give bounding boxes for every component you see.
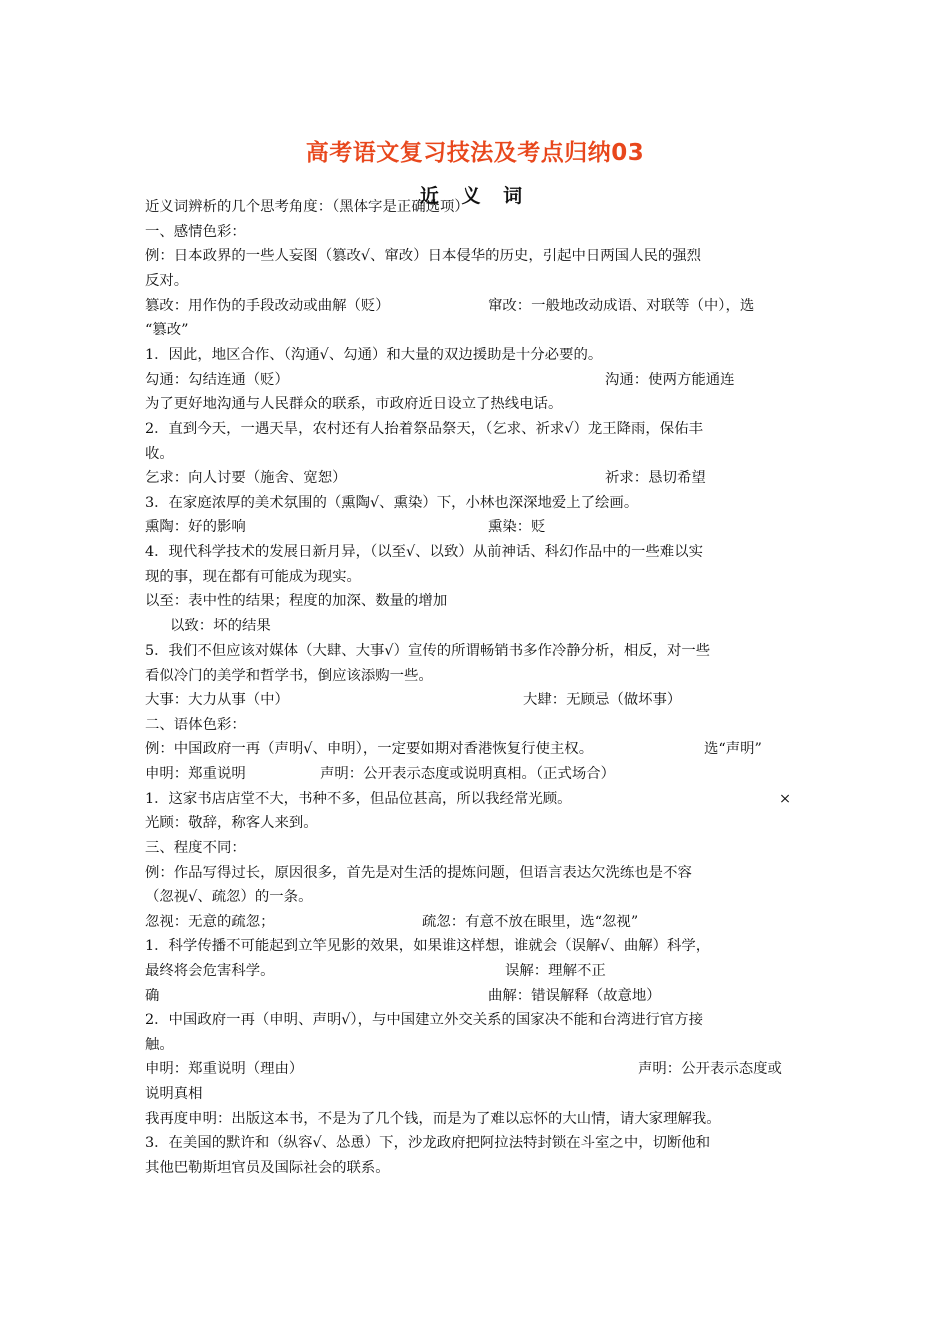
- text-segment: 声明：公开表示态度或说明真相。（正式场合）: [320, 766, 616, 782]
- text-line: [145, 762, 810, 786]
- text-segment: 例：日本政界的一些人妄图（篡改√、窜改）日本侵华的历史，引起中日两国人民的强烈: [145, 248, 702, 264]
- text-segment: 选“声明”: [704, 741, 762, 757]
- text-segment: 说明真相: [145, 1086, 203, 1102]
- text-segment: 祈求：恳切希望: [605, 470, 706, 486]
- text-line: [145, 861, 810, 885]
- text-segment: 其他巴勒斯坦官员及国际社会的联系。: [145, 1160, 390, 1176]
- text-segment: ×: [779, 791, 792, 807]
- text-line: [145, 244, 810, 268]
- text-segment: 3．在家庭浓厚的美术氛围的（熏陶√、熏染）下，小林也深深地爱上了绘画。: [145, 495, 639, 511]
- text-segment: 熏陶：好的影响: [145, 519, 246, 535]
- text-line: [145, 466, 810, 490]
- text-line: [145, 664, 810, 688]
- text-segment: 现的事，现在都有可能成为现实。: [145, 569, 361, 585]
- text-segment: 误解：理解不正: [505, 963, 606, 979]
- text-segment: 近义词辨析的几个思考角度：（黑体字是正确选项）: [145, 199, 469, 215]
- text-segment: 一、感情色彩：: [145, 224, 246, 240]
- text-line: [145, 343, 810, 367]
- text-segment: 2．直到今天，一遇天旱，农村还有人抬着祭品祭天，（乞求、祈求√）龙王降雨，保佑丰: [145, 421, 703, 437]
- text-segment: 声明：公开表示态度或: [638, 1061, 782, 1077]
- text-line: [145, 368, 810, 392]
- text-line: [145, 737, 810, 761]
- text-line: [145, 1033, 810, 1057]
- text-line: [145, 934, 810, 958]
- text-line: [145, 688, 810, 712]
- text-line: [145, 220, 810, 244]
- text-segment: （忽视√、疏忽）的一条。: [145, 889, 313, 905]
- text-segment: 勾通：勾结连通（贬）: [145, 372, 289, 388]
- text-segment: 3．在美国的默许和（纵容√、怂恿）下，沙龙政府把阿拉法特封锁在斗室之中，切断他和: [145, 1135, 711, 1151]
- text-segment: 篡改：用作伪的手段改动或曲解（贬）: [145, 298, 390, 314]
- text-segment: 忽视：无意的疏忽；: [145, 914, 275, 930]
- section-heading: 近 义 词: [419, 185, 531, 207]
- text-line: [145, 318, 810, 342]
- text-line: [145, 269, 810, 293]
- text-segment: 5．我们不但应该对媒体（大肆、大事√）宣传的所谓畅销书多作冷静分析，相反，对一些: [145, 643, 711, 659]
- text-line: [145, 1082, 810, 1106]
- text-line: [145, 1057, 810, 1081]
- text-segment: 确: [145, 988, 160, 1004]
- text-line: [145, 392, 810, 416]
- text-segment: 2．中国政府一再（申明、声明√），与中国建立外交关系的国家决不能和台湾进行官方接: [145, 1012, 703, 1028]
- text-line: [145, 713, 810, 737]
- text-segment: 三、程度不同：: [145, 840, 246, 856]
- text-segment: 申明：郑重说明: [145, 766, 246, 782]
- text-line: [145, 1131, 810, 1155]
- text-line: [145, 1107, 810, 1131]
- text-segment: 二、语体色彩：: [145, 717, 246, 733]
- text-segment: 4．现代科学技术的发展日新月异，（以至√、以致）从前神话、科幻作品中的一些难以实: [145, 544, 703, 560]
- text-segment: 申明：郑重说明（理由）: [145, 1061, 304, 1077]
- text-segment: 我再度申明：出版这本书，不是为了几个钱，而是为了难以忘怀的大山情，请大家理解我。: [145, 1111, 721, 1127]
- text-line: [145, 565, 810, 589]
- text-line: [145, 885, 810, 909]
- text-segment: 熏染：贬: [488, 519, 546, 535]
- document-title: 高考语文复习技法及考点归纳03: [305, 140, 645, 166]
- text-line: [145, 540, 810, 564]
- text-segment: 以至：表中性的结果；程度的加深、数量的增加: [145, 593, 448, 609]
- text-line: [145, 959, 810, 983]
- text-segment: 看似冷门的美学和哲学书，倒应该添购一些。: [145, 668, 433, 684]
- text-segment: 反对。: [145, 273, 189, 289]
- text-line: [145, 910, 810, 934]
- text-segment: 光顾：敬辞，称客人来到。: [145, 815, 318, 831]
- text-line: [145, 589, 810, 613]
- text-segment: 例：作品写得过长，原因很多，首先是对生活的提炼问题，但语言表达欠洗练也是不容: [145, 865, 692, 881]
- text-segment: 以致：坏的结果: [170, 618, 271, 634]
- text-line: [145, 491, 810, 515]
- text-segment: 1．这家书店店堂不大，书种不多，但品位甚高，所以我经常光顾。: [145, 791, 572, 807]
- text-line: [145, 639, 810, 663]
- text-segment: 曲解：错误解释（故意地）: [488, 988, 661, 1004]
- text-line: [145, 1008, 810, 1032]
- text-segment: 1．科学传播不可能起到立竿见影的效果，如果谁这样想，谁就会（误解√、曲解）科学，: [145, 938, 711, 954]
- text-segment: 例：中国政府一再（声明√、申明），一定要如期对香港恢复行使主权。: [145, 741, 594, 757]
- text-line: [145, 787, 810, 811]
- text-line: [145, 984, 810, 1008]
- text-line: [145, 836, 810, 860]
- text-segment: 大事：大力从事（中）: [145, 692, 289, 708]
- text-segment: 收。: [145, 446, 174, 462]
- text-segment: 窜改：一般地改动成语、对联等（中），选: [488, 298, 755, 314]
- text-segment: 疏忽：有意不放在眼里，选“忽视”: [422, 914, 639, 930]
- text-segment: “篡改”: [145, 322, 189, 338]
- text-line: [145, 811, 810, 835]
- text-segment: 触。: [145, 1037, 174, 1053]
- text-segment: 大肆：无顾忌（做坏事）: [523, 692, 682, 708]
- text-segment: 乞求：向人讨要（施舍、宽恕）: [145, 470, 347, 486]
- text-segment: 为了更好地沟通与人民群众的联系，市政府近日设立了热线电话。: [145, 396, 563, 412]
- text-line: [145, 1156, 810, 1180]
- text-line: [145, 442, 810, 466]
- text-segment: 沟通：使两方能通连: [605, 372, 735, 388]
- text-line: [145, 515, 810, 539]
- text-segment: 最终将会危害科学。: [145, 963, 275, 979]
- text-line: [145, 294, 810, 318]
- text-segment: 1．因此，地区合作、（沟通√、勾通）和大量的双边援助是十分必要的。: [145, 347, 603, 363]
- text-line: [145, 195, 810, 219]
- text-line: [145, 417, 810, 441]
- text-line: [145, 614, 810, 638]
